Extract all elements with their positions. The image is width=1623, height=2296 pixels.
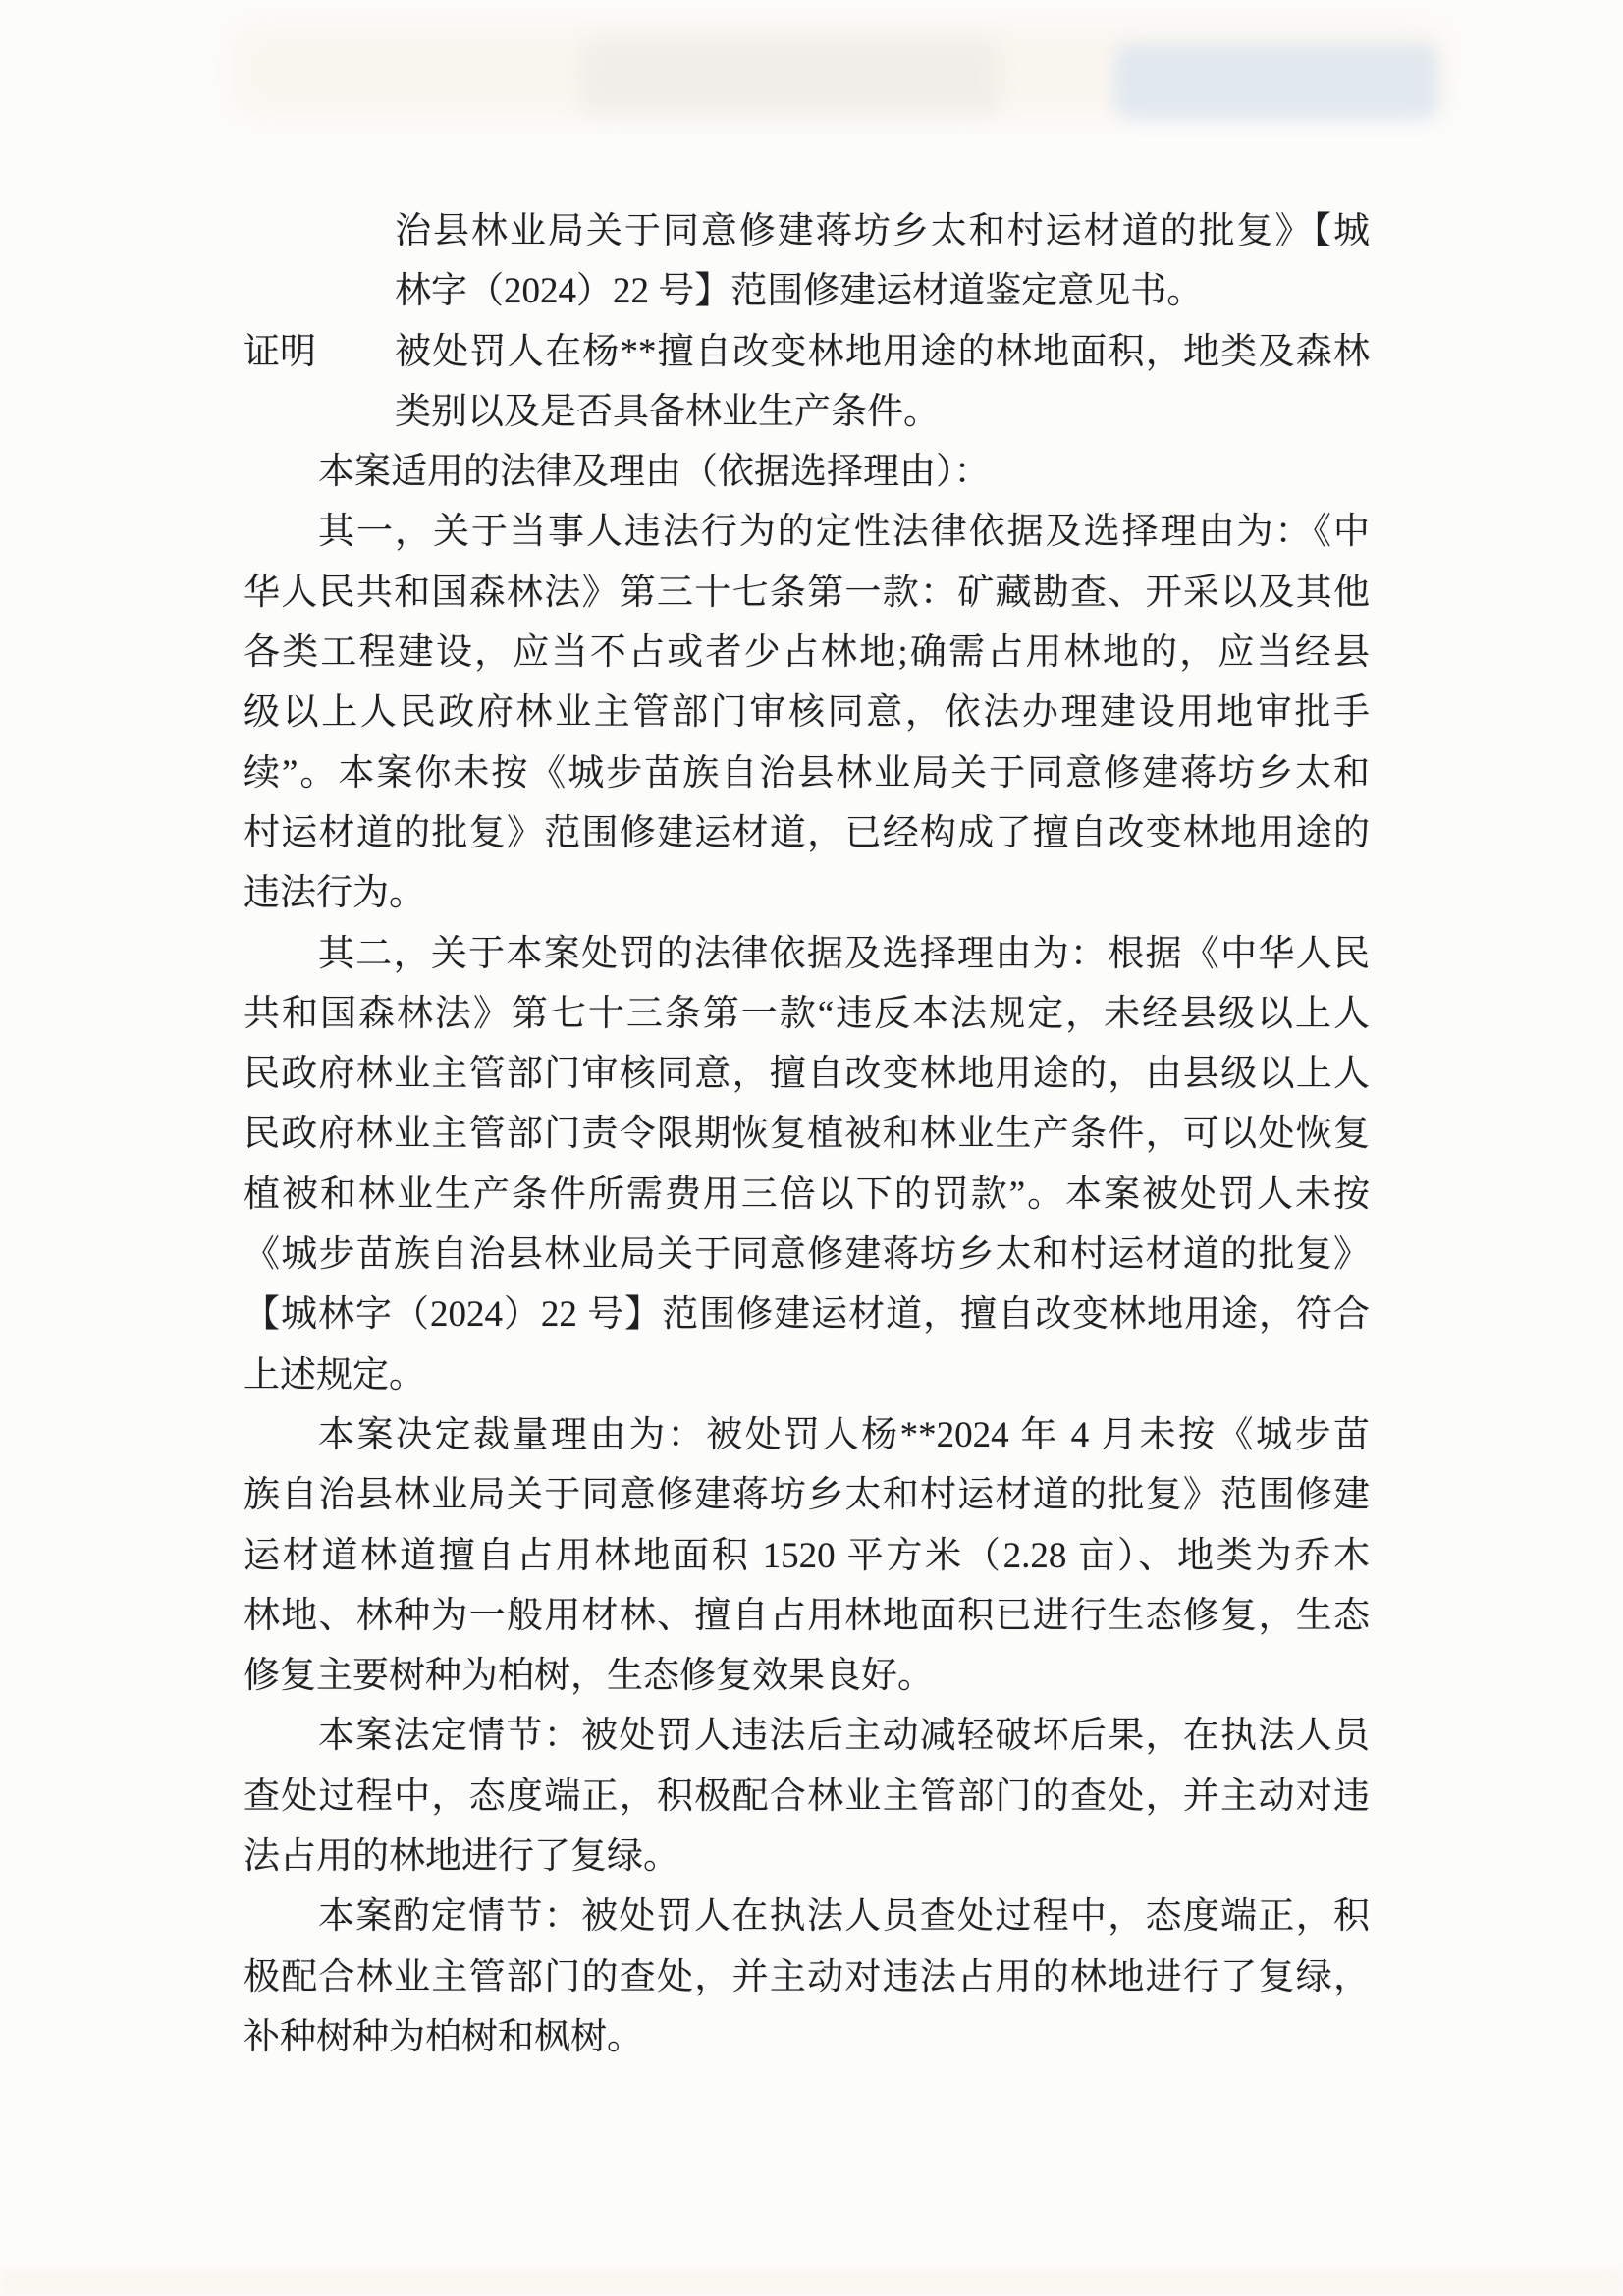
document-line: 续”。本案你未按《城步苗族自治县林业局关于同意修建蒋坊乡太和 [243, 752, 1370, 793]
document-line: 【城林字（2024）22 号】范围修建运材道，擅自改变林地用途，符合 [243, 1294, 1370, 1336]
document-line: 上述规定。 [243, 1354, 425, 1395]
document-line: 违法行为。 [243, 873, 425, 914]
evidence-label: 证明 [243, 331, 316, 372]
document-line: 共和国森林法》第七十三条第一款“违反本法规定，未经县级以上人 [243, 993, 1370, 1034]
document-line: 植被和林业生产条件所需费用三倍以下的罚款”。本案被处罚人未按 [243, 1174, 1370, 1215]
document-line: 运材道林道擅自占用林地面积 1520 平方米（2.28 亩）、地类为乔木 [243, 1535, 1370, 1576]
document-line: 本案决定裁量理由为：被处罚人杨**2024 年 4 月未按《城步苗 [318, 1414, 1370, 1455]
document-line: 级以上人民政府林业主管部门审核同意，依法办理建设用地审批手 [243, 692, 1370, 734]
document-line: 修复主要树种为柏树，生态修复效果良好。 [243, 1656, 934, 1697]
document-line: 本案酌定情节：被处罚人在执法人员查处过程中，态度端正，积 [318, 1896, 1370, 1938]
document-line: 华人民共和国森林法》第三十七条第一款：矿藏勘查、开采以及其他 [243, 572, 1370, 613]
document-line: 治县林业局关于同意修建蒋坊乡太和村运材道的批复》【城 [395, 211, 1370, 251]
scan-blue-ink-artifact [1114, 43, 1438, 120]
document-line: 本案适用的法律及理由（依据选择理由）： [318, 452, 991, 493]
scan-edge-artifact [0, 2270, 1623, 2296]
document-line: 极配合林业主管部门的查处，并主动对违法占用的林地进行了复绿， [243, 1956, 1370, 1997]
document-line: 各类工程建设，应当不占或者少占林地;确需占用林地的，应当经县 [243, 632, 1370, 674]
scan-smudge-artifact [579, 37, 1001, 116]
document-line [243, 322, 1370, 382]
document-line: 村运材道的批复》范围修建运材道，已经构成了擅自改变林地用途的 [243, 812, 1370, 853]
document-line: 民政府林业主管部门审核同意，擅自改变林地用途的，由县级以上人 [243, 1054, 1370, 1095]
document-line: 类别以及是否具备林业生产条件。 [395, 391, 940, 432]
document-line: 其一，关于当事人违法行为的定性法律依据及选择理由为：《中 [318, 512, 1370, 553]
document-body [243, 201, 1370, 2067]
document-line: 查处过程中，态度端正，积极配合林业主管部门的查处，并主动对违 [243, 1776, 1370, 1817]
document-line: 民政府林业主管部门责令限期恢复植被和林业生产条件，可以处恢复 [243, 1114, 1370, 1155]
document-line: 本案法定情节：被处罚人违法后主动减轻破坏后果，在执法人员 [318, 1716, 1370, 1757]
document-line: 补种树种为柏树和枫树。 [243, 2016, 643, 2057]
document-line: 法占用的林地进行了复绿。 [243, 1836, 679, 1878]
document-line: 林地、林种为一般用材林、擅自占用林地面积已进行生态修复，生态 [243, 1595, 1370, 1636]
document-line: 族自治县林业局关于同意修建蒋坊乡太和村运材道的批复》范围修建 [243, 1475, 1370, 1516]
document-line: 《城步苗族自治县林业局关于同意修建蒋坊乡太和村运材道的批复》 [243, 1234, 1370, 1276]
scan-bleedthrough-artifact [231, 24, 1448, 118]
evidence-text: 被处罚人在杨**擅自改变林地用途的林地面积，地类及森林 [395, 331, 1370, 372]
document-line: 林字（2024）22 号】范围修建运材道鉴定意见书。 [395, 271, 1204, 312]
document-line: 其二，关于本案处罚的法律依据及选择理由为：根据《中华人民 [318, 933, 1370, 974]
